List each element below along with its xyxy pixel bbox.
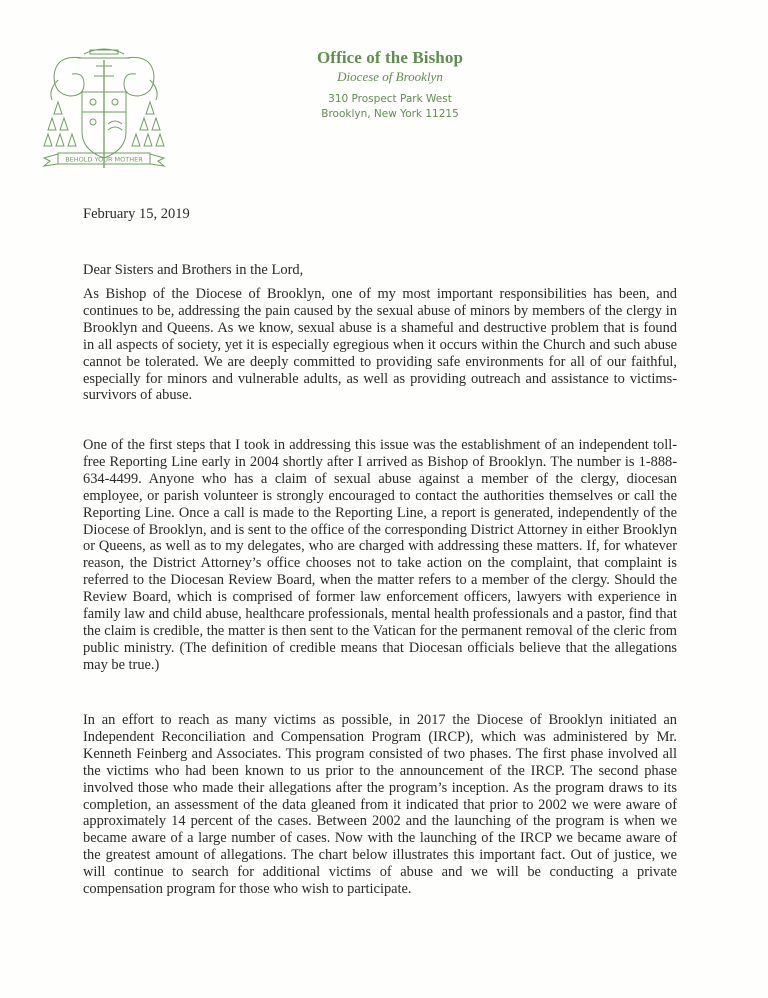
salutation: Dear Sisters and Brothers in the Lord, xyxy=(83,262,304,278)
body-paragraph-3: In an effort to reach as many victims as possible, in 2017 the Diocese of Brooklyn initiated an Independent Reconciliation and Compensation Program (IRCP), which was administered by Mr. Kenneth Feinberg and Associates. This program consisted of two phases. The first phase involved all the victims who had been known to us prior to the announcement of the IRCP. The second phase involved those who made their allegations after the program’s inception. As the program draws to its completion, an assessment of the data gleaned from it indicated that prior to 2002 we were aware of approximately 14 percent of the cases. Between 2002 and the launching of the program is when we became aware of a large number of cases. Now with the launching of the IRCP we became aware of the greatest amount of allegations. The chart below illustrates this important fact. Out of justice, we will continue to search for additional victims of abuse and we will be conducting a private compensation program for those who wish to participate. xyxy=(83,712,677,898)
body-paragraph-2: One of the first steps that I took in addressing this issue was the establishment of an independent toll-free Reporting Line early in 2004 shortly after I arrived as Bishop of Brooklyn. The number is 1-888-634-4499. Anyone who has a claim of sexual abuse against a member of the clergy, diocesan employee, or parish volunteer is strongly encouraged to contact the authorities themselves or call the Reporting Line. Once a call is made to the Reporting Line, a report is generated, independently of the Diocese of Brooklyn, and is sent to the office of the corresponding District Attorney in either Brooklyn or Queens, as well as to my delegates, who are charged with addressing these matters. If, for whatever reason, the District Attorney’s office chooses not to take action on the complaint, that complaint is referred to the Diocesan Review Board, when the matter refers to a member of the clergy. Should the Review Board, which is comprised of former law enforcement officers, lawyers with experience in family law and child abuse, healthcare professionals, mental health professionals and a pastor, find that the claim is credible, the matter is then sent to the Vatican for the permanent removal of the cleric from public ministry. (The definition of credible means that Diocesan officials believe that the allegations may be true.) xyxy=(83,437,677,673)
address-block xyxy=(290,92,490,122)
letter-date: February 15, 2019 xyxy=(83,206,190,222)
office-title: Office of the Bishop xyxy=(316,48,464,67)
svg-text:BEHOLD YOUR MOTHER: BEHOLD YOUR MOTHER xyxy=(65,155,143,164)
coat-of-arms-icon xyxy=(38,40,170,180)
body-paragraph-1: As Bishop of the Diocese of Brooklyn, one of my most important responsibilities has been, and continues to be, addressing the pain caused by the sexual abuse of minors by members of the clergy in Brooklyn and Queens. As we know, sexual abuse is a shameful and destructive problem that is found in all aspects of society, yet it is especially egregious when it occurs within the Church and such abuse cannot be tolerated. We are deeply committed to providing safe environments for all of our faithful, especially for minors and vulnerable adults, as well as providing outreach and assistance to victims-survivors of abuse. xyxy=(83,286,677,404)
diocese-subtitle: Diocese of Brooklyn xyxy=(337,69,443,84)
letterhead xyxy=(290,48,490,122)
address-line-1: 310 Prospect Park West xyxy=(328,93,452,105)
address-line-2: Brooklyn, New York 11215 xyxy=(321,108,459,120)
